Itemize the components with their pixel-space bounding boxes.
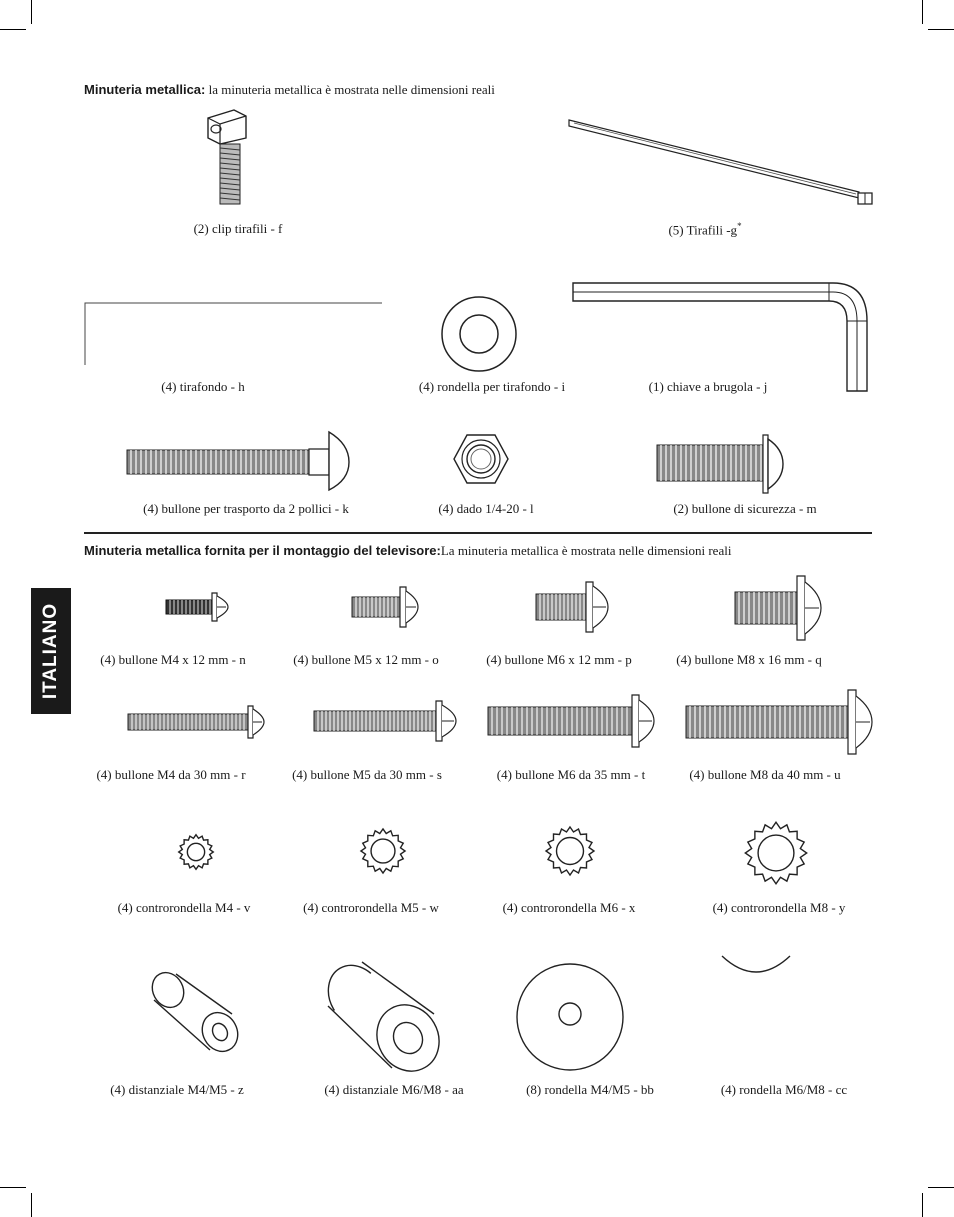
crop-mark — [928, 1187, 954, 1188]
item-caption-g-text: (5) Tirafili -g — [668, 222, 738, 238]
cable-tie-icon — [566, 116, 876, 210]
item-caption-x: (4) controrondella M6 - x — [502, 900, 636, 915]
item-caption-y: (4) controrondella M8 - y — [712, 900, 846, 915]
item-caption-k: (4) bullone per trasporto da 2 pollici - k — [143, 501, 349, 516]
item-caption-cc: (4) rondella M6/M8 - cc — [720, 1082, 848, 1097]
section-divider — [84, 532, 872, 534]
spacer-icon — [322, 958, 448, 1072]
security-bolt-icon — [655, 433, 785, 495]
item-caption-p: (4) bullone M6 x 12 mm - p — [486, 652, 632, 667]
section2-title-rest: La minuteria metallica è mostrata nelle dimensioni reali — [440, 543, 732, 558]
crop-mark — [928, 29, 954, 30]
cable-clip-icon — [204, 110, 250, 206]
bolt-icon — [733, 574, 823, 642]
item-caption-s: (4) bullone M5 da 30 mm - s — [292, 767, 442, 782]
item-caption-g — [668, 221, 741, 238]
crop-mark — [0, 1187, 26, 1188]
lag-washer-icon — [440, 295, 518, 373]
spacer-icon — [150, 970, 242, 1054]
item-caption-q: (4) bullone M8 x 16 mm - q — [676, 652, 822, 667]
bolt-icon — [684, 688, 874, 756]
item-caption-g-note: * — [737, 221, 742, 231]
crop-mark — [0, 29, 26, 30]
item-caption-r: (4) bullone M4 da 30 mm - r — [96, 767, 246, 782]
item-caption-w: (4) controrondella M5 - w — [303, 900, 439, 915]
bolt-icon — [312, 699, 458, 743]
bolt-icon — [534, 580, 610, 634]
section1-title-bold: Minuteria metallica: — [84, 82, 206, 97]
hex-nut-icon — [453, 434, 509, 484]
item-caption-l: (4) dado 1/4-20 - l — [438, 501, 534, 516]
bolt-icon — [486, 693, 656, 749]
item-caption-o: (4) bullone M5 x 12 mm - o — [293, 652, 439, 667]
bolt-icon — [164, 592, 230, 622]
section2-heading — [84, 543, 731, 559]
crop-mark — [31, 0, 32, 24]
bolt-icon — [350, 585, 420, 629]
lock-washer-icon — [744, 821, 808, 885]
lag-bolt-icon — [84, 302, 384, 366]
item-caption-i: (4) rondella per tirafondo - i — [418, 379, 566, 394]
crop-mark — [922, 1193, 923, 1217]
language-tab — [31, 588, 71, 714]
crop-mark — [31, 1193, 32, 1217]
lock-washer-icon — [360, 828, 406, 874]
item-caption-z: (4) distanziale M4/M5 - z — [110, 1082, 244, 1097]
crop-mark — [922, 0, 923, 24]
item-caption-aa: (4) distanziale M6/M8 - aa — [324, 1082, 464, 1097]
item-caption-h: (4) tirafondo - h — [161, 379, 245, 394]
item-caption-t: (4) bullone M6 da 35 mm - t — [496, 767, 646, 782]
item-caption-v: (4) controrondella M4 - v — [117, 900, 251, 915]
item-caption-n: (4) bullone M4 x 12 mm - n — [100, 652, 246, 667]
item-caption-j: (1) chiave a brugola - j — [648, 379, 768, 394]
section1-title-rest: la minuteria metallica è mostrata nelle dimensioni reali — [205, 82, 495, 97]
section1-heading — [84, 82, 495, 98]
item-caption-bb: (8) rondella M4/M5 - bb — [526, 1082, 654, 1097]
washer-icon — [720, 952, 792, 976]
language-tab-label: ITALIANO — [40, 602, 61, 700]
washer-icon — [515, 962, 625, 1072]
lock-washer-icon — [178, 834, 214, 870]
hex-key-icon — [571, 281, 871, 393]
bolt-icon — [126, 704, 266, 740]
section2-title-bold: Minuteria metallica fornita per il montaggio del televisore: — [84, 543, 441, 558]
lock-washer-icon — [545, 826, 595, 876]
item-caption-u: (4) bullone M8 da 40 mm - u — [689, 767, 841, 782]
item-caption-m: (2) bullone di sicurezza - m — [673, 501, 817, 516]
carriage-bolt-icon — [125, 430, 350, 492]
item-caption-f: (2) clip tirafili - f — [193, 221, 283, 236]
